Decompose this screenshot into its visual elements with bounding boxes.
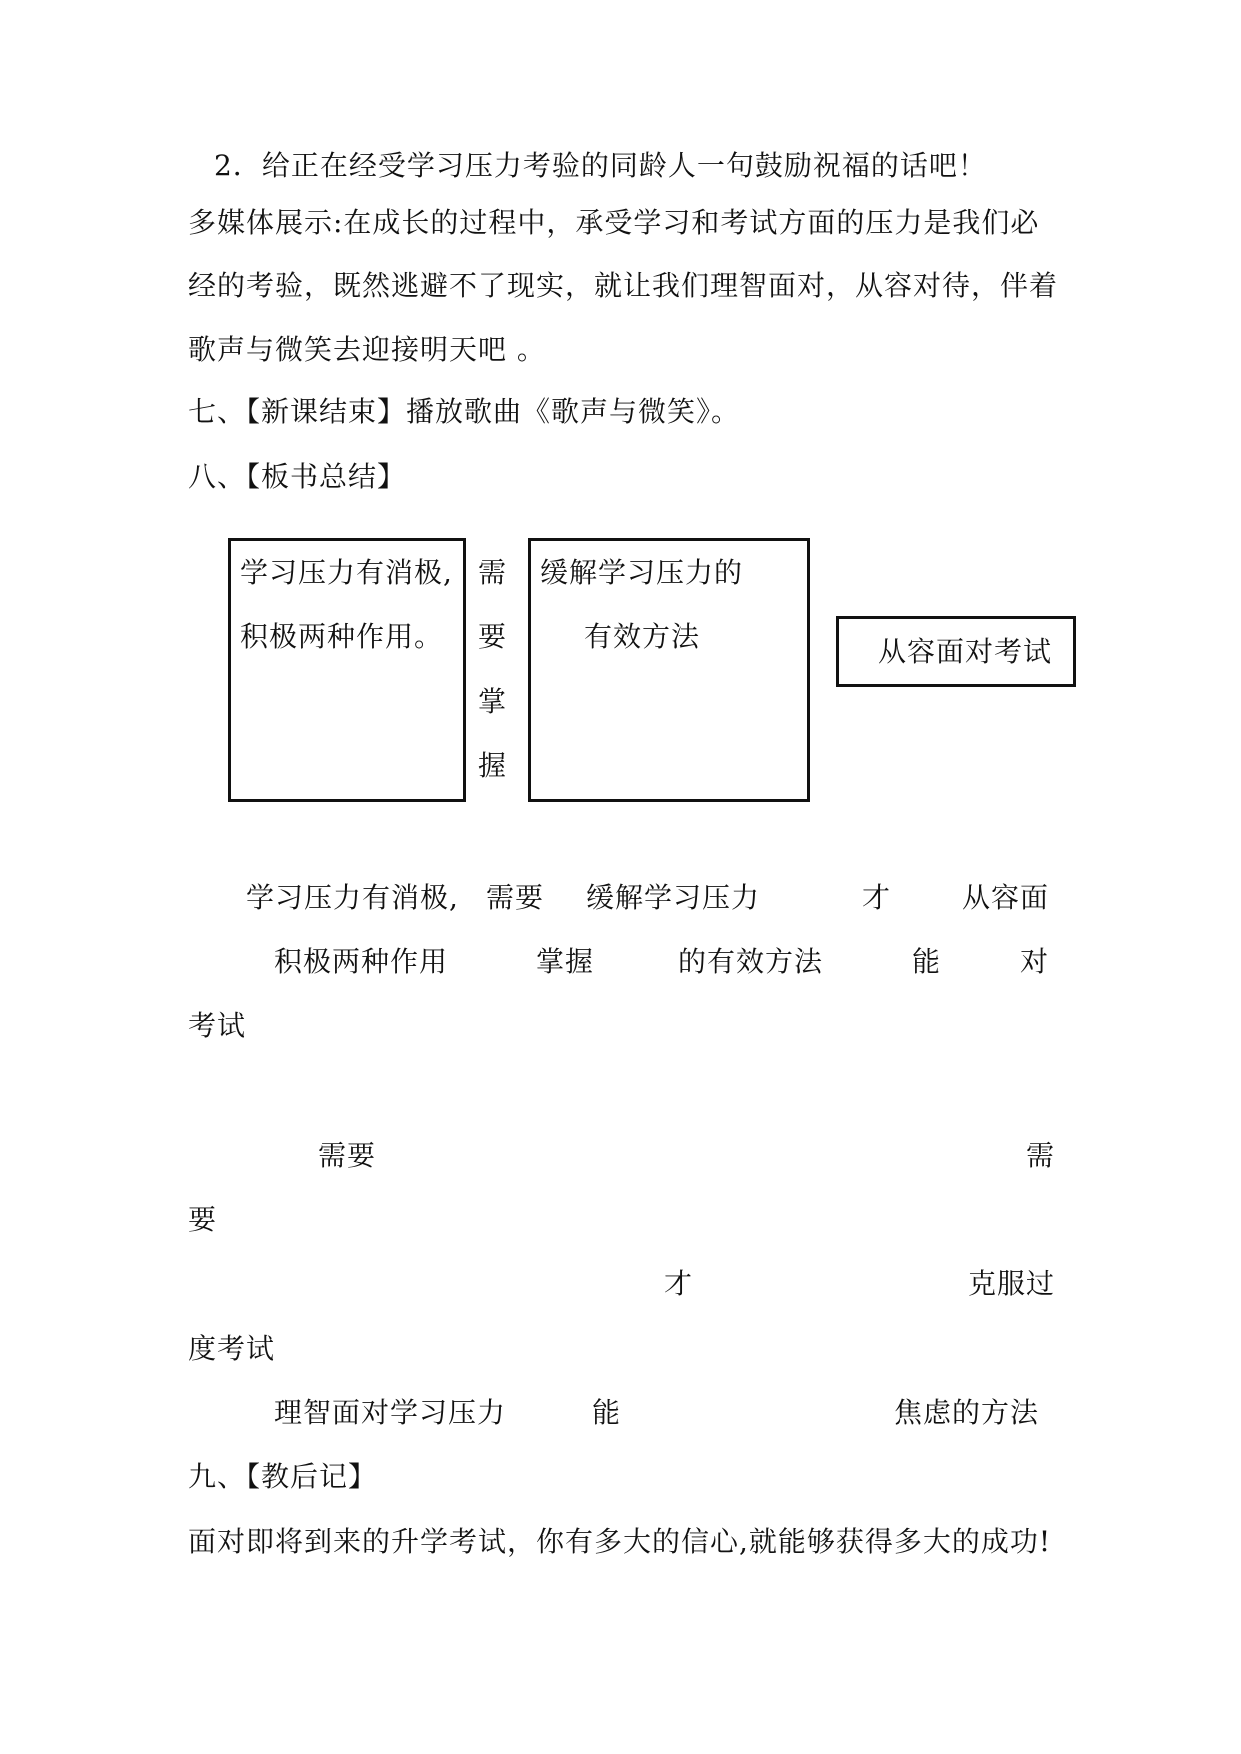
flow1-row2-item4: 能 [912,945,942,978]
diagram-box3-text: 从容面对考试 [878,635,1053,668]
section-7-heading: 七、【新课结束】播放歌曲《歌声与微笑》。 [188,395,741,428]
flow2-row3-item2: 克服过 [968,1267,1056,1300]
final-paragraph: 面对即将到来的升学考试，你有多大的信心,就能够获得多大的成功! [188,1525,1052,1558]
flow1-row1-item3: 缓解学习压力 [586,881,761,914]
paragraph-multimedia-line3: 歌声与微笑去迎接明天吧 。 [188,333,546,366]
paragraph-multimedia-line2: 经的考验，既然逃避不了现实，就让我们理智面对，从容对待，伴着 [188,269,1059,302]
flow1-row2-item1: 积极两种作用 [274,945,449,978]
diagram-box2-line1: 缓解学习压力的 [540,556,744,589]
flow1-row1-item1: 学习压力有消极, [246,881,459,914]
flow1-row1-item5: 从容面 [962,881,1050,914]
flow1-row1-item2: 需要 [486,881,545,914]
flow1-row1-item4: 才 [862,881,892,914]
diagram-vertical-char-4: 握 [478,749,508,782]
section-8-heading: 八、【板书总结】 [188,460,407,493]
flow1-row3-item1: 考试 [188,1009,247,1042]
diagram-vertical-char-2: 要 [478,620,508,653]
flow1-row2-item3: 的有效方法 [678,945,824,978]
diagram-box2-line2: 有效方法 [584,620,701,653]
diagram-vertical-char-1: 需 [478,556,508,589]
flow2-row4-item1: 度考试 [188,1332,276,1365]
paragraph-multimedia-line1: 多媒体展示:在成长的过程中，承受学习和考试方面的压力是我们必 [188,206,1040,239]
diagram-box1-line1: 学习压力有消极, [240,556,453,589]
flow2-row1-item1: 需要 [318,1139,377,1172]
paragraph-question-2: 2．给正在经受学习压力考验的同龄人一句鼓励祝福的话吧！ [214,149,987,182]
section-9-heading: 九、【教后记】 [188,1460,378,1493]
diagram-box1-line2: 积极两种作用。 [240,620,444,653]
flow2-row5-item2: 能 [592,1396,622,1429]
flow1-row2-item2: 掌握 [536,945,595,978]
flow2-row2-item1: 要 [188,1203,218,1236]
flow2-row3-item1: 才 [664,1267,694,1300]
flow1-row2-item5: 对 [1020,945,1050,978]
flow2-row5-item3: 焦虑的方法 [894,1396,1040,1429]
diagram-vertical-char-3: 掌 [478,685,508,718]
flow2-row5-item1: 理智面对学习压力 [274,1396,507,1429]
flow2-row1-item2: 需 [1026,1139,1056,1172]
